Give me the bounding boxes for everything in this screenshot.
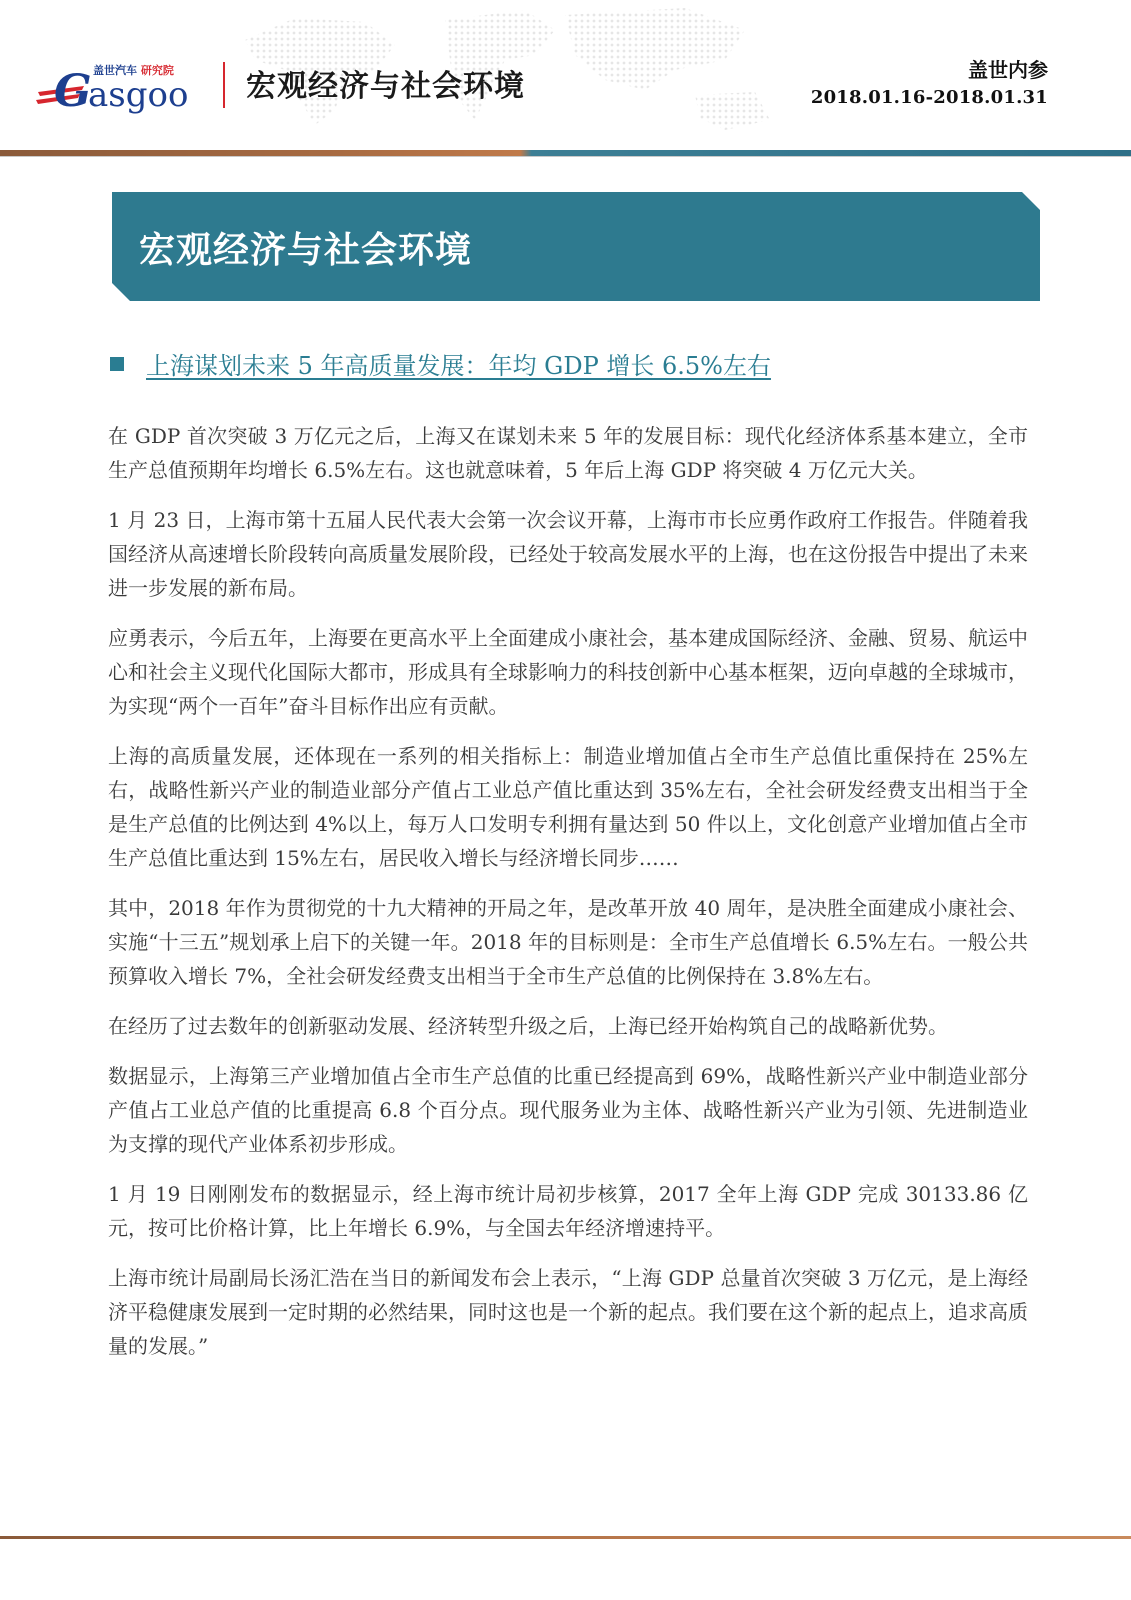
paragraph: 应勇表示，今后五年，上海要在更高水平上全面建成小康社会，基本建成国际经济、金融、贸易、航运中心和社会主义现代化国际大都市，形成具有全球影响力的科技创新中心基本框架，迈向卓越的全球城市，为实现“两个一百年”奋斗目标作出应有贡献。 (108, 626, 1028, 718)
paragraph: 1 月 23 日，上海市第十五届人民代表大会第一次会议开幕，上海市市长应勇作政府工作报告。伴随着我国经济从高速增长阶段转向高质量发展阶段，已经处于较高发展水平的上海，也在这份报告中提出了未来进一步发展的新布局。 (108, 508, 1028, 600)
paragraph: 上海的高质量发展，还体现在一系列的相关指标上：制造业增加值占全市生产总值比重保持在 25%左右，战略性新兴产业的制造业部分产值占工业总产值比重达到 35%左右，全社会研发经费支出相当于全是生产总值的比例达到 4%以上，每万人口发明专利拥有量达到 50 件以上，文化创意产业增加值占全市生产总值比重达到 15%左右，居民收入增长与经济增长同步…… (108, 744, 1028, 870)
paragraph: 上海市统计局副局长汤汇浩在当日的新闻发布会上表示，“上海 GDP 总量首次突破 3 万亿元，是上海经济平稳健康发展到一定时期的必然结果，同时这也是一个新的起点。我们要在这个新的起点上，追求高质量的发展。” (108, 1266, 1028, 1358)
header-date-range: 2018.01.16-2018.01.31 (810, 87, 1048, 108)
section-title: 宏观经济与社会环境 (139, 230, 473, 271)
footer-rule (0, 1536, 1131, 1539)
svg-text:asgoo: asgoo (88, 75, 189, 115)
header-rule-thin (0, 156, 1131, 157)
paragraph: 1 月 19 日刚刚发布的数据显示，经上海市统计局初步核算，2017 全年上海 GDP 完成 30133.86 亿元，按可比价格计算，比上年增长 6.9%，与全国去年经济增速持平。 (108, 1182, 1028, 1240)
article-body (108, 419, 1028, 1379)
svg-text:G: G (54, 66, 92, 117)
header-brand: 盖世内参 (968, 58, 1048, 82)
square-bullet-icon (110, 357, 124, 371)
header-meta (811, 56, 1048, 112)
header-title: 宏观经济与社会环境 (246, 69, 525, 104)
logo-chinese-text: 盖世汽车 研究院 (93, 64, 174, 77)
paragraph: 数据显示，上海第三产业增加值占全市生产总值的比重已经提高到 69%，战略性新兴产业中制造业部分产值占工业总产值的比重提高 6.8 个百分点。现代服务业为主体、战略性新兴产业为引领、先进制造业为支撑的现代产业体系初步形成。 (108, 1064, 1028, 1156)
logo-divider (223, 62, 225, 108)
paragraph: 在经历了过去数年的创新驱动发展、经济转型升级之后，上海已经开始构筑自己的战略新优势。 (108, 1014, 948, 1038)
article-title-link[interactable]: 上海谋划未来 5 年高质量发展：年均 GDP 增长 6.5%左右 (146, 352, 771, 380)
article-heading (110, 346, 771, 381)
paragraph: 在 GDP 首次突破 3 万亿元之后，上海又在谋划未来 5 年的发展目标：现代化经济体系基本建立，全市生产总值预期年均增长 6.5%左右。这也就意味着，5 年后上海 GDP 将突破 4 万亿元大关。 (108, 424, 1028, 482)
page-header (0, 0, 1131, 160)
paragraph: 其中，2018 年作为贯彻党的十九大精神的开局之年，是改革开放 40 周年，是决胜全面建成小康社会、实施“十三五”规划承上启下的关键一年。2018 年的目标则是：全市生产总值增长 6.5%左右。一般公共预算收入增长 7%，全社会研发经费支出相当于全市生产总值的比例保持在 3.8%左右。 (108, 896, 1028, 988)
